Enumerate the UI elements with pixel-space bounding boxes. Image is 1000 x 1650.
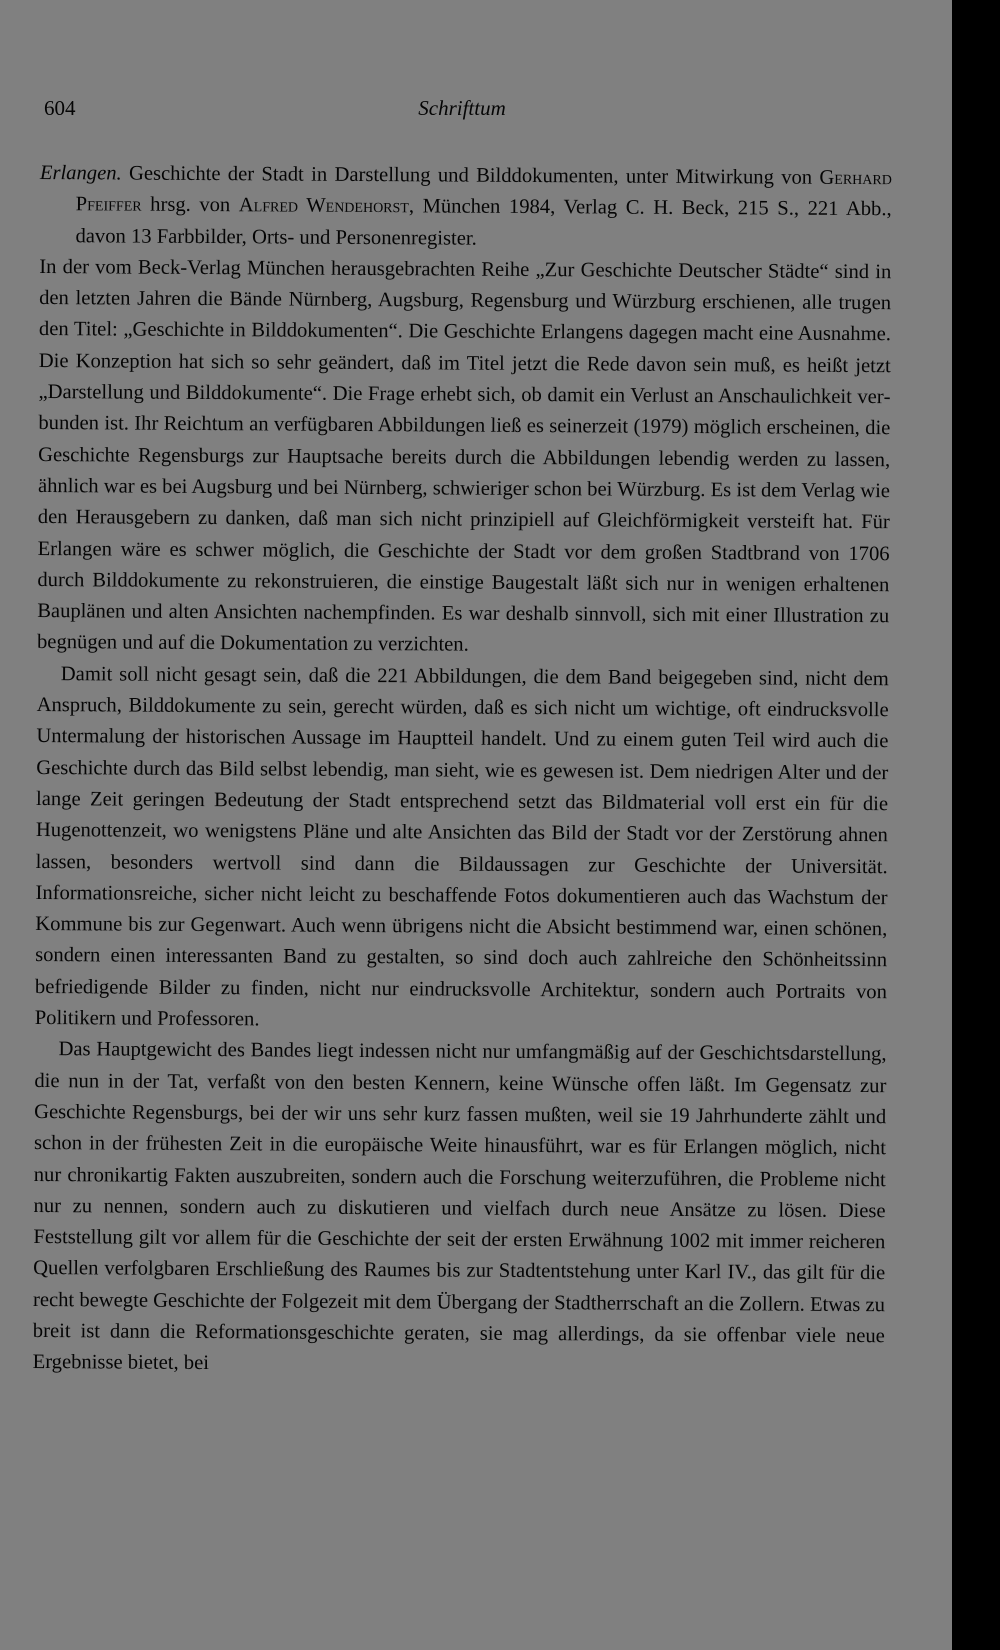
entry-title-part-2: hrsg. von bbox=[141, 193, 239, 217]
page-number: 604 bbox=[44, 96, 76, 120]
entry-place: Erlangen. bbox=[39, 161, 122, 185]
paragraph-1: In der vom Beck-Verlag München herausgebrachten Reihe „Zur Geschichte Deutscher Städte“ sind in den letzten Jahren die Bände Nürnberg, Augsburg, Regensburg und Würzburg erschienen, alle trugen den Titel: „Geschichte in Bilddokumenten“. Die Geschichte Erlangens dagegen macht eine Ausnahme. Die Konzeption hat sich so sehr geändert, daß im Titel jetzt die Rede davon sein muß, es heißt jetzt „Darstellung und Bilddokumente“. Die Frage erhebt sich, ob damit ein Verlust an Anschaulichkeit verbunden ist. Ihr Reichtum an verfügbaren Abbildungen ließ es seinerzeit (1979) möglich erscheinen, die Geschichte Regensburgs zur Hauptsache bereits durch die Abbildungen lebendig werden zu lassen, ähnlich war es bei Augsburg und bei Nürnberg, schwieriger schon bei Würzburg. Es ist dem Verlag wie den Herausgebern zu danken, daß man sich nicht prinzipiell auf Gleichförmigkeit versteift hat. Für Erlangen wäre es schwer möglich, die Geschichte der Stadt vor dem großen Stadtbrand von 1706 durch Bilddokumente zu rekonstruieren, die einstige Baugestalt läßt sich nur in wenigen erhaltenen Bauplänen und alten Ansichten nachempfinden. Es war deshalb sinnvoll, sich mit einer Illustration zu begnügen und auf die Dokumentation zu verzichten. bbox=[36, 255, 892, 657]
entry-title-part-3: , München 1984, Verlag C. H. Beck, 215 S., 221 Abb., davon 13 Farbbilder, Orts- und Personenregister. bbox=[75, 195, 892, 250]
entry-title-part-1: Geschichte der Stadt in Darstellung und Bilddokumenten, unter Mitwirkung von bbox=[121, 162, 820, 189]
review-text bbox=[33, 158, 892, 1384]
bibliographic-entry bbox=[39, 158, 892, 257]
paragraph-2: Damit soll nicht gesagt sein, daß die 221 Abbildungen, die dem Band beigegeben sind, nicht dem Anspruch, Bilddokumente zu sein, gerecht würden, daß es sich nicht um wichtige, oft eindrucksvolle Untermalung der historischen Aussage im Hauptteil handelt. Und zu einem guten Teil wird auch die Geschichte durch das Bild selbst lebendig, man sieht, wie es gewesen ist. Dem niedrigen Alter und der lange Zeit geringen Bedeutung der Stadt entsprechend setzt das Bildmaterial voll erst ein für die Hugenottenzeit, wo wenigstens Pläne und alte Ansichten das Bild der Stadt vor der Zerstörung ahnen lassen, besonders wertvoll sind dann die Bildaussagen zur Geschichte der Universität. Informationsreiche, sicher nicht leicht zu beschaffende Fotos dokumentieren auch das Wachstum der Kommune bis zur Gegenwart. Auch wenn übrigens nicht die Absicht bestimmend war, einen schönen, sondern einen interessanten Band zu gestalten, so sind doch auch zahlreiche den Schönheitssinn befriedigende Bilder zu finden, nicht nur eindrucksvolle Architektur, sondern auch Portraits von Politikern und Professoren. bbox=[34, 662, 889, 1031]
entry-coeditor: Gerhard Pfeiffer bbox=[75, 166, 892, 216]
paragraph-3: Das Hauptgewicht des Bandes liegt indessen nicht nur umfangmäßig auf der Geschichtsdarstellung, die nun in der Tat, verfaßt von den besten Kennern, keine Wünsche offen läßt. Im Gegensatz zur Geschichte Regensburgs, bei der wir uns sehr kurz fassen mußten, weil sie 19 Jahrhunderte zählt und schon in der frühesten Zeit in die europäische Weite hinausführt, war es für Erlangen möglich, nicht nur chronikartig Fakten auszubreiten, sondern auch die Forschung weiterzuführen, die Probleme nicht nur zu nennen, sondern auch zu diskutieren und vielfach durch neue Ansätze zu lösen. Diese Feststellung gilt vor allem für die Geschichte der seit der ersten Erwähnung 1002 mit immer reicheren Quellen verfolgbaren Erschließung des Raumes bis zur Stadtentstehung unter Karl IV., das gilt für die recht bewegte Geschichte der Folgezeit mit dem Übergang der Stadtherrschaft an die Zollern. Etwas zu breit ist dann die Reformationsgeschichte geraten, sie mag allerdings, da sie offenbar viele neue Ergebnisse bietet, bei bbox=[32, 1038, 887, 1375]
running-head bbox=[44, 96, 880, 126]
entry-editor: Alfred Wendehorst bbox=[238, 194, 409, 218]
section-title: Schrifttum bbox=[418, 96, 506, 120]
